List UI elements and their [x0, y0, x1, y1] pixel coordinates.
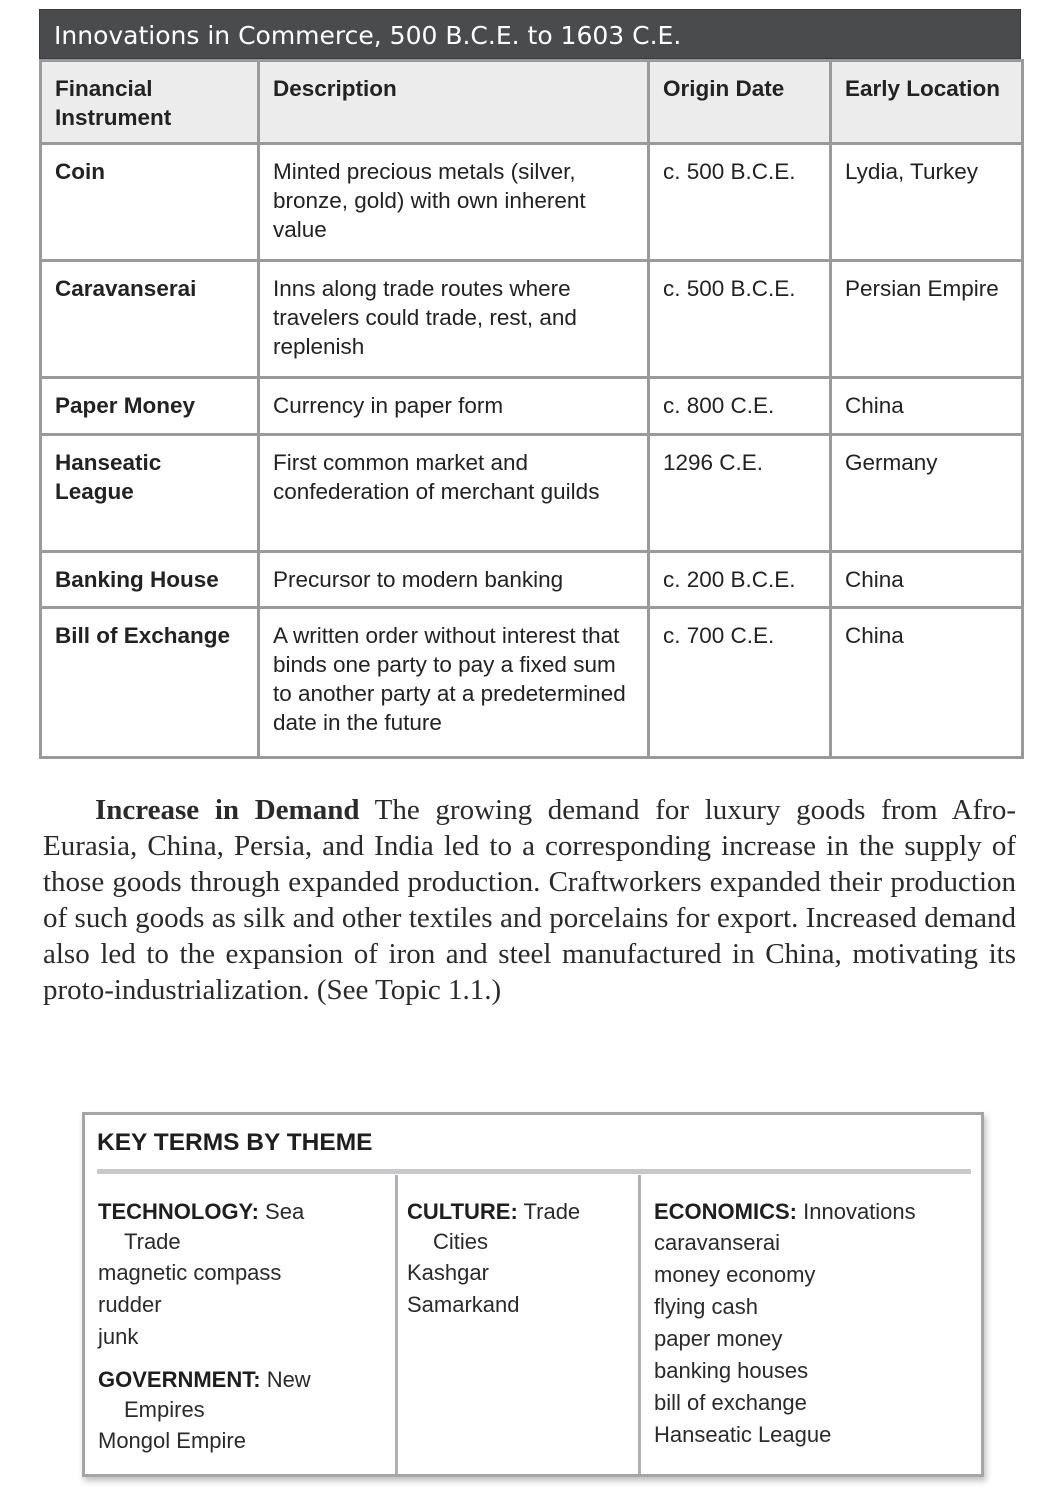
innovations-table	[39, 59, 1024, 759]
location-cell: China	[831, 378, 1023, 435]
description-cell: Minted precious metals (silver, bronze, gold) with own inherent value	[259, 144, 649, 261]
origin-cell: c. 500 B.C.E.	[649, 144, 831, 261]
term-item: bill of exchange	[654, 1390, 807, 1415]
header-description: Description	[259, 61, 649, 144]
body-paragraph	[43, 792, 1016, 1008]
government-heading: GOVERNMENT: New Empires	[98, 1367, 311, 1422]
table-row	[41, 608, 1023, 758]
origin-cell: 1296 C.E.	[649, 435, 831, 552]
origin-cell: c. 800 C.E.	[649, 378, 831, 435]
location-cell: Lydia, Turkey	[831, 144, 1023, 261]
term-item: Mongol Empire	[98, 1428, 246, 1453]
term-item: flying cash	[654, 1294, 758, 1319]
description-cell: Precursor to modern banking	[259, 552, 649, 608]
technology-heading: TECHNOLOGY: Sea Trade	[98, 1199, 305, 1254]
description-cell: Inns along trade routes where travelers could trade, rest, and replenish	[259, 261, 649, 378]
term-item: magnetic compass	[98, 1260, 282, 1285]
table-row	[41, 378, 1023, 435]
location-cell: China	[831, 552, 1023, 608]
origin-cell: c. 500 B.C.E.	[649, 261, 831, 378]
key-terms-column-economics	[641, 1175, 981, 1474]
economics-heading: ECONOMICS: Innovations	[654, 1199, 916, 1224]
paragraph-body: The growing demand for luxury goods from Afro-Eurasia, China, Persia, and India led to a corresponding increase in the supply of those goods through expanded production. Craftworkers expanded their production of such goods as silk and other textiles and porcelains for export. Increased demand also led to the expansion of iron and steel manufactured in China, motivating its proto-industrialization. (See Topic 1.1.)	[43, 794, 1017, 1006]
key-terms-column-technology-government	[85, 1175, 398, 1474]
instrument-cell: Bill of Exchange	[41, 608, 259, 758]
table-title: Innovations in Commerce, 500 B.C.E. to 1603 C.E.	[39, 9, 1021, 59]
header-origin-date: Origin Date	[649, 61, 831, 144]
table-header-row	[41, 61, 1023, 144]
header-financial-instrument: Financial Instrument	[41, 61, 259, 144]
term-item: money economy	[654, 1262, 816, 1287]
table-row	[41, 144, 1023, 261]
key-terms-box	[82, 1112, 984, 1477]
term-item: Hanseatic League	[654, 1422, 832, 1447]
description-cell: First common market and confederation of merchant guilds	[259, 435, 649, 552]
term-item: Samarkand	[407, 1292, 520, 1317]
location-cell: China	[831, 608, 1023, 758]
origin-cell: c. 700 C.E.	[649, 608, 831, 758]
term-item: Kashgar	[407, 1260, 489, 1285]
table-row	[41, 435, 1023, 552]
term-item: rudder	[98, 1292, 162, 1317]
table-row	[41, 552, 1023, 608]
key-terms-column-culture	[395, 1175, 641, 1474]
key-terms-title: KEY TERMS BY THEME	[97, 1129, 373, 1156]
term-item: banking houses	[654, 1358, 809, 1383]
description-cell: Currency in paper form	[259, 378, 649, 435]
instrument-cell: Hanseatic League	[41, 435, 259, 552]
table-row	[41, 261, 1023, 378]
location-cell: Germany	[831, 435, 1023, 552]
key-terms-divider	[97, 1169, 971, 1174]
term-item: junk	[98, 1324, 139, 1349]
origin-cell: c. 200 B.C.E.	[649, 552, 831, 608]
description-cell: A written order without interest that binds one party to pay a fixed sum to another party at a predetermined date in the future	[259, 608, 649, 758]
instrument-cell: Coin	[41, 144, 259, 261]
innovations-table-section	[39, 9, 1021, 759]
instrument-cell: Caravanserai	[41, 261, 259, 378]
term-item: caravanserai	[654, 1230, 780, 1255]
header-early-location: Early Location	[831, 61, 1023, 144]
instrument-cell: Paper Money	[41, 378, 259, 435]
culture-heading: CULTURE: Trade Cities	[407, 1199, 581, 1254]
location-cell: Persian Empire	[831, 261, 1023, 378]
instrument-cell: Banking House	[41, 552, 259, 608]
paragraph-lead-heading: Increase in Demand	[95, 794, 360, 826]
term-item: paper money	[654, 1326, 783, 1351]
